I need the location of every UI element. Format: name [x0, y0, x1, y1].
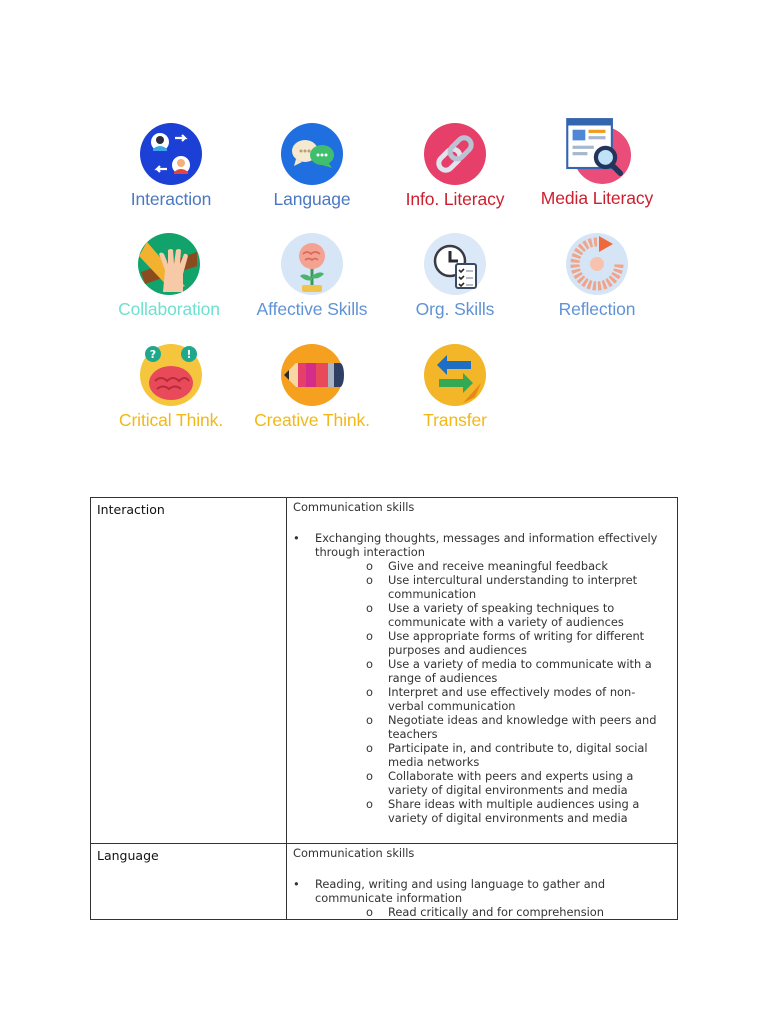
skill-critical-thinking [101, 343, 241, 431]
table-row [91, 498, 678, 844]
sub-bullet-item [315, 905, 669, 919]
skill-name: Interaction [97, 502, 165, 517]
skill-label: Interaction [130, 189, 212, 209]
sub-bullet-marker: o [366, 601, 373, 615]
svg-text:!: ! [186, 348, 192, 361]
bullet-list [287, 877, 677, 919]
skill-label: Org. Skills [415, 299, 495, 319]
skill-name-cell [91, 498, 287, 844]
info-literacy-icon [423, 122, 487, 186]
sub-bullet-marker: o [366, 685, 373, 699]
sub-bullet-text: Use appropriate forms of writing for different purposes and audiences [388, 629, 645, 657]
sub-bullet-item [315, 797, 669, 825]
sub-bullet-text: Interpret and use effectively modes of non-verbal communication [388, 685, 636, 713]
skill-creative-thinking [242, 343, 382, 431]
skill-affective-skills [242, 232, 382, 320]
media-literacy-icon [563, 117, 631, 185]
skill-name: Language [97, 848, 159, 863]
skill-label: Reflection [558, 299, 636, 319]
sub-bullet-text: Participate in, and contribute to, digital social media networks [388, 741, 648, 769]
sub-bullet-item [315, 657, 669, 685]
skill-label: Info. Literacy [405, 189, 505, 209]
bullet-item [287, 877, 677, 919]
table-row [91, 844, 678, 920]
sub-bullet-text: Read critically and for comprehension [388, 905, 604, 919]
skills-description-table [90, 497, 678, 920]
sub-bullet-text: Use intercultural understanding to interpret communication [388, 573, 638, 601]
bullet-list [287, 531, 677, 825]
sub-bullet-item [315, 713, 669, 741]
skill-description-cell [287, 498, 678, 844]
sub-bullet-marker: o [366, 905, 373, 919]
sub-bullet-item [315, 685, 669, 713]
interaction-icon [139, 122, 203, 186]
sub-bullet-list [315, 905, 669, 919]
sub-bullet-item [315, 601, 669, 629]
description-heading: Communication skills [293, 500, 415, 514]
skill-transfer [385, 343, 525, 431]
skill-label: Collaboration [118, 299, 220, 319]
sub-bullet-item [315, 741, 669, 769]
collaboration-icon [137, 232, 201, 296]
sub-bullet-text: Collaborate with peers and experts using a variety of digital environments and media [388, 769, 634, 797]
skill-media-literacy [527, 117, 667, 209]
sub-bullet-marker: o [366, 769, 373, 783]
sub-bullet-item [315, 559, 669, 573]
sub-bullet-text: Use a variety of speaking techniques to communicate with a variety of audiences [388, 601, 624, 629]
skills-icon-grid [0, 0, 768, 450]
skill-info-literacy [385, 122, 525, 210]
bullet-text: Reading, writing and using language to gather and communicate information [315, 877, 606, 905]
sub-bullet-item [315, 573, 669, 601]
skill-label: Critical Think. [118, 410, 224, 430]
sub-bullet-item [315, 629, 669, 657]
skill-org-skills [385, 232, 525, 320]
table-body [91, 498, 678, 920]
skill-label: Transfer [423, 410, 487, 430]
skill-label: Language [273, 189, 351, 209]
sub-bullet-marker: o [366, 657, 373, 671]
sub-bullet-marker: o [366, 713, 373, 727]
transfer-icon [423, 343, 487, 407]
bullet-marker: • [293, 877, 300, 891]
skill-label: Media Literacy [540, 188, 654, 208]
sub-bullet-list [315, 559, 669, 825]
org-skills-icon [423, 232, 487, 296]
sub-bullet-text: Share ideas with multiple audiences using a variety of digital environments and media [388, 797, 640, 825]
sub-bullet-marker: o [366, 629, 373, 643]
skill-collaboration [99, 232, 239, 320]
creative-thinking-icon [274, 343, 350, 407]
skill-label: Affective Skills [256, 299, 368, 319]
sub-bullet-item [315, 769, 669, 797]
bullet-item [287, 531, 677, 825]
svg-text:?: ? [149, 348, 157, 361]
sub-bullet-text: Negotiate ideas and knowledge with peers and teachers [388, 713, 657, 741]
bullet-text: Exchanging thoughts, messages and information effectively through interaction [315, 531, 658, 559]
sub-bullet-marker: o [366, 559, 373, 573]
sub-bullet-text: Use a variety of media to communicate with a range of audiences [388, 657, 652, 685]
affective-skills-icon [280, 232, 344, 296]
skill-language [242, 122, 382, 210]
sub-bullet-marker: o [366, 573, 373, 587]
skill-description-cell [287, 844, 678, 920]
sub-bullet-text: Give and receive meaningful feedback [388, 559, 608, 573]
language-icon [280, 122, 344, 186]
description-heading: Communication skills [293, 846, 415, 860]
critical-thinking-icon [139, 343, 203, 407]
skill-reflection [527, 232, 667, 320]
sub-bullet-marker: o [366, 797, 373, 811]
skill-label: Creative Think. [254, 410, 370, 430]
reflection-icon [565, 232, 629, 296]
skill-interaction [101, 122, 241, 210]
skill-name-cell [91, 844, 287, 920]
sub-bullet-marker: o [366, 741, 373, 755]
bullet-marker: • [293, 531, 300, 545]
